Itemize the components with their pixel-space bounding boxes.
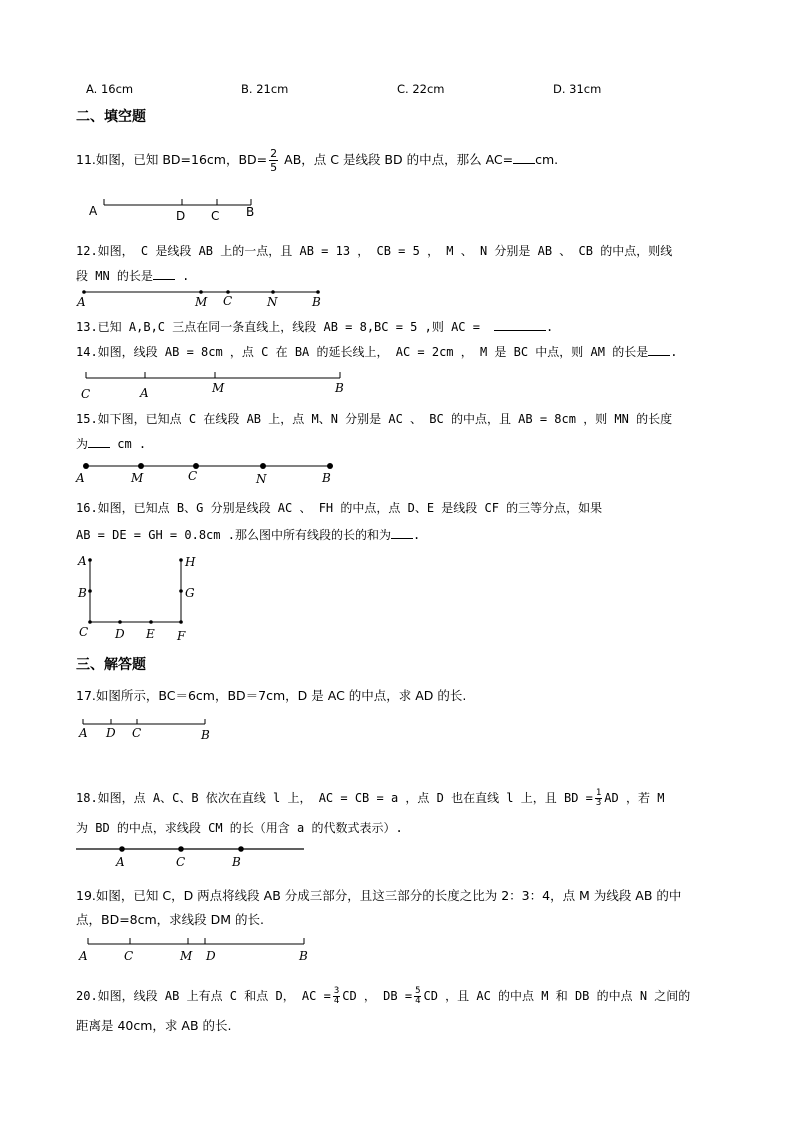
q12-label-c: C — [223, 294, 233, 308]
question-15-line1: 15.如下图，已知点 C 在线段 AB 上，点 M、N 分别是 AC 、 BC 的中点，且 AB = 8cm ，则 MN 的长度 — [76, 412, 673, 426]
q16-path — [90, 560, 181, 622]
q14-label-c: C — [81, 387, 91, 401]
q16-label-c: C — [79, 625, 89, 639]
q16-label-d: D — [115, 627, 125, 641]
q16-label-e: E — [146, 627, 155, 641]
q18-point-b — [238, 846, 244, 852]
q15-label-c: C — [188, 469, 198, 483]
q12-label-b: B — [312, 295, 321, 309]
q11-figure — [104, 199, 251, 205]
q18-label-a: A — [116, 855, 125, 869]
question-19-line1: 19.如图，已知 C，D 两点将线段 AB 分成三部分，且这三部分的长度之比为 2：3：4，点 M 为线段 AB 的中 — [76, 888, 682, 903]
q19-label-d: D — [206, 949, 216, 963]
q14-text: 14.如图，线段 AB = 8cm ，点 C 在 BA 的延长线上， AC = 2cm ， M 是 BC 中点，则 AM 的长是 — [76, 345, 649, 359]
option-c: C. 22cm — [397, 82, 445, 96]
q14-label-b: B — [335, 381, 344, 395]
q20-text-b: CD ， DB = — [342, 989, 413, 1003]
q16-label-g: G — [185, 586, 195, 600]
q15-label-n: N — [256, 472, 267, 486]
q12-end: . — [174, 269, 190, 283]
q11-label-a: A — [89, 204, 98, 218]
q18-point-a — [119, 846, 125, 852]
q18-point-c — [178, 846, 184, 852]
question-12-line1: 12.如图， C 是线段 AB 上的一点，且 AB = 13 ， CB = 5 ， M 、 N 分别是 AB 、 CB 的中点，则线 — [76, 244, 673, 258]
q17-figure — [83, 719, 205, 724]
q15-label-b: B — [322, 471, 331, 485]
q15-text: 为 — [76, 437, 89, 451]
q20-fraction-1-num: 3 — [333, 986, 340, 996]
q15-figure — [83, 463, 333, 469]
q17-label-d: D — [106, 726, 116, 740]
q11-label-c: C — [211, 209, 220, 223]
question-16-line1: 16.如图，已知点 B、G 分别是线段 AC 、 FH 的中点，点 D、E 是线段 CF 的三等分点，如果 — [76, 501, 603, 515]
q12-point-m — [199, 290, 203, 294]
q16-point-e — [149, 620, 153, 624]
q11-label-b: B — [246, 205, 255, 219]
q11-label-d: D — [176, 209, 186, 223]
q18-figure — [76, 846, 304, 852]
q11-unit: cm. — [535, 152, 559, 167]
q19-label-c: C — [124, 949, 134, 963]
q12-point-b — [316, 290, 320, 294]
q14-label-a: A — [140, 386, 149, 400]
q16-label-f: F — [177, 629, 186, 643]
q16-label-b: B — [78, 586, 87, 600]
q18-fraction-num: 1 — [595, 788, 602, 798]
q16-point-g — [179, 589, 183, 593]
q18-fraction-den: 3 — [595, 798, 602, 808]
q12-text: 段 MN 的长是 — [76, 269, 153, 283]
q16-point-a — [88, 558, 92, 562]
q15-point-n — [260, 463, 266, 469]
q20-text-c: CD ，且 AC 的中点 M 和 DB 的中点 N 之间的 — [423, 989, 691, 1003]
option-b: B. 21cm — [241, 82, 289, 96]
q11-fraction-den: 5 — [270, 161, 278, 174]
q12-label-a: A — [77, 295, 86, 309]
section-heading-fill-blank: 二、填空题 — [76, 109, 146, 125]
question-19-line2: 点，BD=8cm，求线段 DM 的长. — [76, 912, 265, 927]
q15-point-a — [83, 463, 89, 469]
q16-point-d — [118, 620, 122, 624]
q16-point-b — [88, 589, 92, 593]
q13-end: . — [545, 320, 554, 334]
q11-fraction-num: 2 — [270, 147, 278, 160]
q18-text-a: 18.如图，点 A、C、B 依次在直线 l 上， AC = CB = a ，点 D 也在直线 l 上，且 BD = — [76, 791, 593, 805]
q15-point-m — [138, 463, 144, 469]
q16-label-a: A — [78, 554, 87, 568]
q17-label-a: A — [79, 726, 88, 740]
q19-label-m: M — [180, 949, 193, 963]
q18-label-c: C — [176, 855, 186, 869]
q11-text-post: AB，点 C 是线段 BD 的中点，那么 AC= — [280, 152, 514, 167]
q15-end: cm . — [110, 437, 147, 451]
q14-label-m: M — [212, 381, 225, 395]
q18-text-b: AD ，若 M — [604, 791, 665, 805]
q16-text: AB = DE = GH = 0.8cm .那么图中所有线段的长的和为 — [76, 528, 391, 542]
q15-point-b — [327, 463, 333, 469]
q13-text: 13.已知 A,B,C 三点在同一条直线上，线段 AB = 8,BC = 5 ,则 AC = — [76, 320, 480, 334]
q16-point-f — [179, 620, 183, 624]
option-a: A. 16cm — [86, 82, 134, 96]
q12-label-n: N — [267, 295, 278, 309]
q19-label-b: B — [299, 949, 308, 963]
q12-point-a — [82, 290, 86, 294]
q11-text-pre: 11.如图，已知 BD=16cm，BD= — [76, 152, 268, 167]
question-18-line2: 为 BD 的中点，求线段 CM 的长（用含 a 的代数式表示）. — [76, 821, 403, 835]
q17-label-b: B — [201, 728, 210, 742]
q14-figure — [86, 372, 340, 378]
q18-label-b: B — [232, 855, 241, 869]
q16-point-c — [88, 620, 92, 624]
q16-label-h: H — [185, 555, 196, 569]
q14-end: . — [670, 345, 678, 359]
q20-fraction-2-den: 4 — [415, 996, 421, 1006]
q12-label-m: M — [195, 295, 208, 309]
q16-point-h — [179, 558, 183, 562]
question-17: 17.如图所示，BC＝6cm，BD＝7cm，D 是 AC 的中点，求 AD 的长. — [76, 688, 467, 703]
q20-text-a: 20.如图，线段 AB 上有点 C 和点 D， AC = — [76, 989, 331, 1003]
q12-figure — [82, 290, 320, 294]
q15-label-a: A — [76, 471, 85, 485]
q15-label-m: M — [131, 471, 144, 485]
q12-point-n — [271, 290, 275, 294]
q20-fraction-1-den: 4 — [333, 996, 340, 1006]
q20-fraction-2-num: 5 — [415, 986, 421, 996]
option-d: D. 31cm — [553, 82, 602, 96]
section-heading-solve: 三、解答题 — [76, 657, 146, 673]
q16-end: . — [412, 528, 421, 542]
question-20-line2: 距离是 40cm，求 AB 的长. — [76, 1018, 232, 1033]
q19-label-a: A — [79, 949, 88, 963]
q16-figure — [88, 558, 183, 624]
q17-label-c: C — [132, 726, 142, 740]
q19-figure — [88, 938, 304, 944]
